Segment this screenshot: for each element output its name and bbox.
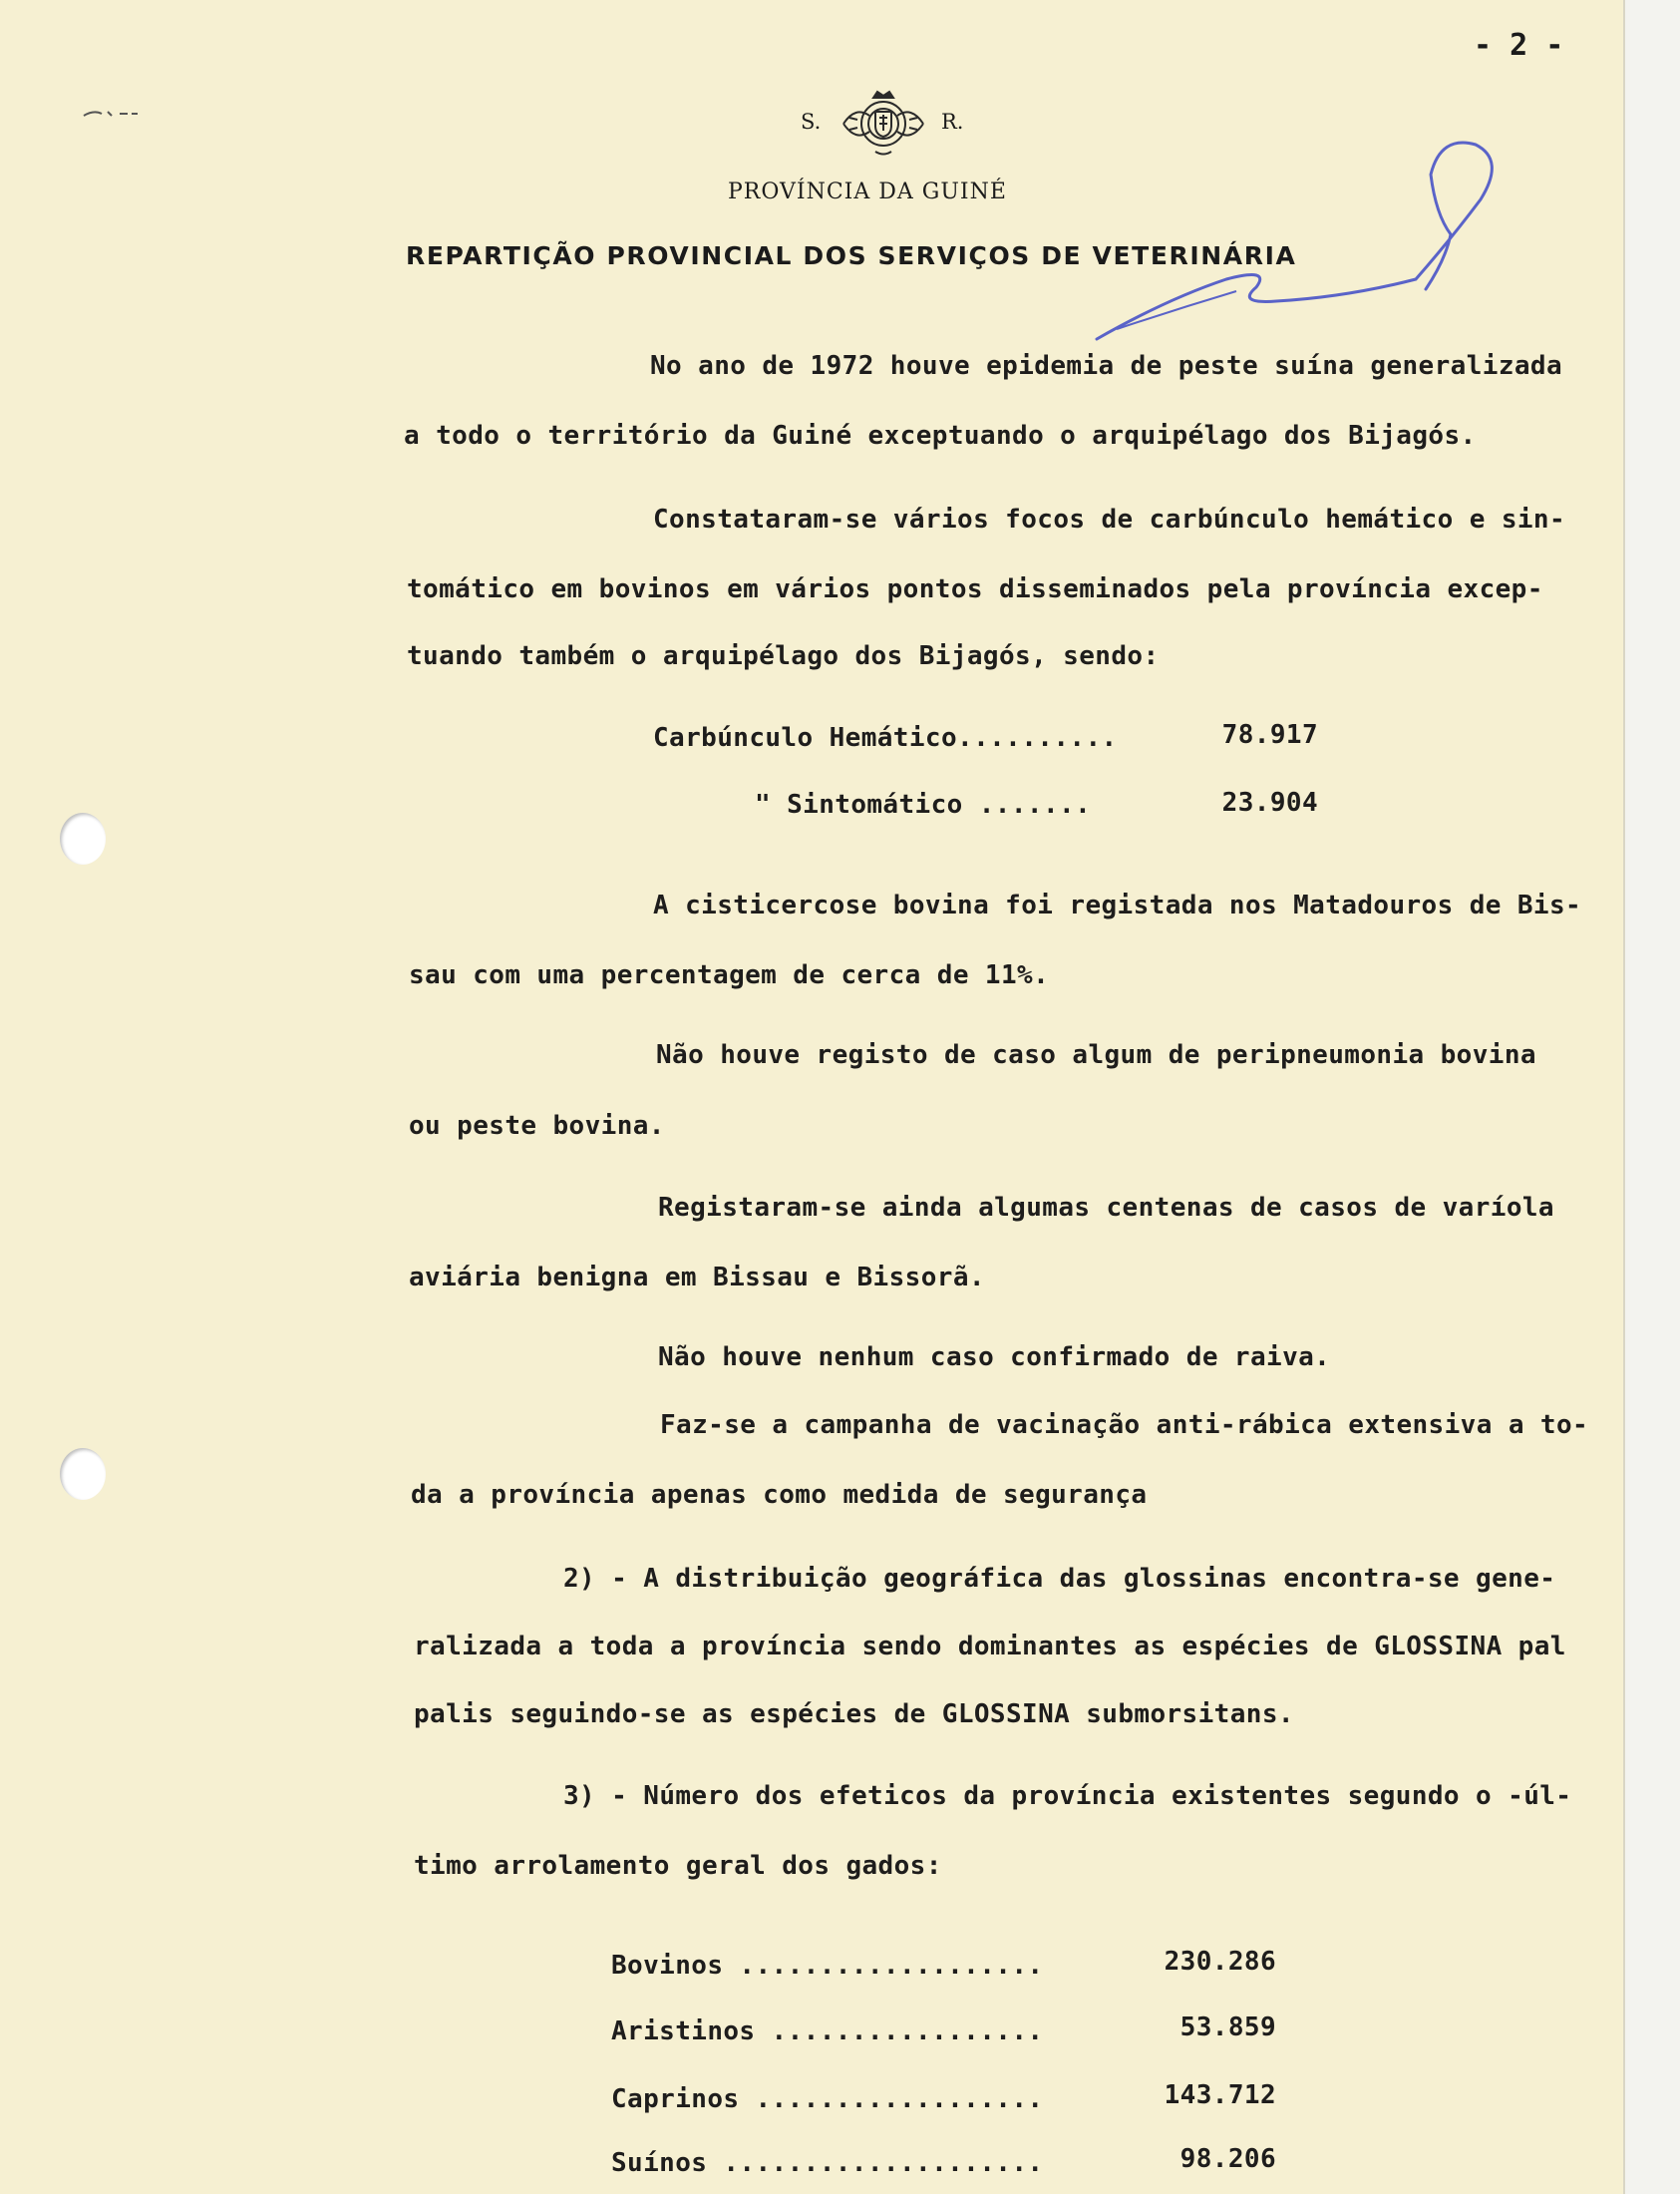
paragraph-1-line-2: a todo o território da Guiné exceptuando o arquipélago dos Bijagós. [404,421,1477,451]
paragraph-8-line-3: palis seguindo-se as espécies de GLOSSINA submorsitans. [414,1699,1294,1729]
paragraph-5-line-2: aviária benigna em Bissau e Bissorã. [409,1263,985,1292]
carbunculo-sintomatico-value: 23.904 [1221,788,1318,818]
emblem-right-text: R. [941,110,964,134]
paragraph-3-line-1: A cisticercose bovina foi registada nos Matadouros de Bis- [653,891,1582,920]
emblem-left-text: S. [801,110,822,134]
carbunculo-hematico-label: Carbúnculo Hemático.......... [653,723,1118,753]
paragraph-9-line-1: 3) - Número dos efeticos da província existentes segundo o -úl- [563,1781,1572,1811]
carbunculo-hematico-value: 78.917 [1221,720,1318,750]
paragraph-7-line-2: da a província apenas como medida de segurança [411,1480,1148,1510]
livestock-suinos-value: 98.206 [1179,2144,1276,2174]
paragraph-5-line-1: Registaram-se ainda algumas centenas de casos de varíola [658,1193,1554,1223]
livestock-bovinos-label: Bovinos ................... [611,1951,1044,1981]
paragraph-8-line-1: 2) - A distribuição geográfica das glossinas encontra-se gene- [563,1564,1556,1594]
livestock-caprinos-label: Caprinos .................. [611,2084,1044,2114]
paragraph-9-line-2: timo arrolamento geral dos gados: [414,1851,942,1881]
paragraph-2-line-2: tomático em bovinos em vários pontos disseminados pela província excep- [407,574,1543,604]
page-number: - 2 - [1474,28,1564,63]
paragraph-2-line-3: tuando também o arquipélago dos Bijagós, sendo: [407,641,1160,671]
livestock-aristinos-label: Aristinos ................. [611,2016,1044,2046]
department-title: REPARTIÇÃO PROVINCIAL DOS SERVIÇOS DE VETERINÁRIA [406,241,1297,270]
livestock-bovinos-value: 230.286 [1164,1947,1276,1977]
punch-hole [60,1448,106,1500]
paragraph-4-line-2: ou peste bovina. [409,1111,665,1141]
livestock-caprinos-value: 143.712 [1164,2080,1276,2110]
handwritten-signature [1087,130,1545,359]
paragraph-7-line-1: Faz-se a campanha de vacinação anti-rábica extensiva a to- [660,1410,1589,1440]
carbunculo-sintomatico-label: " Sintomático ....... [755,790,1092,820]
paragraph-1-line-1: No ano de 1972 houve epidemia de peste suína generalizada [650,351,1563,381]
livestock-aristinos-value: 53.859 [1179,2012,1276,2042]
page-edge [1623,0,1680,2194]
paragraph-2-line-1: Constataram-se vários focos de carbúnculo hemático e sin- [653,505,1566,535]
paragraph-6: Não houve nenhum caso confirmado de raiva. [658,1342,1331,1372]
livestock-suinos-label: Suínos .................... [611,2148,1044,2178]
paragraph-3-line-2: sau com uma percentagem de cerca de 11%. [409,960,1050,990]
paragraph-8-line-2: ralizada a toda a província sendo dominantes as espécies de GLOSSINA pal [414,1632,1566,1661]
coat-of-arms-icon [836,88,931,160]
province-title: PROVÍNCIA DA GUINÉ [728,180,1007,204]
punch-hole [60,813,106,865]
margin-scribble [80,100,169,130]
paragraph-4-line-1: Não houve registo de caso algum de peripneumonia bovina [656,1040,1536,1070]
